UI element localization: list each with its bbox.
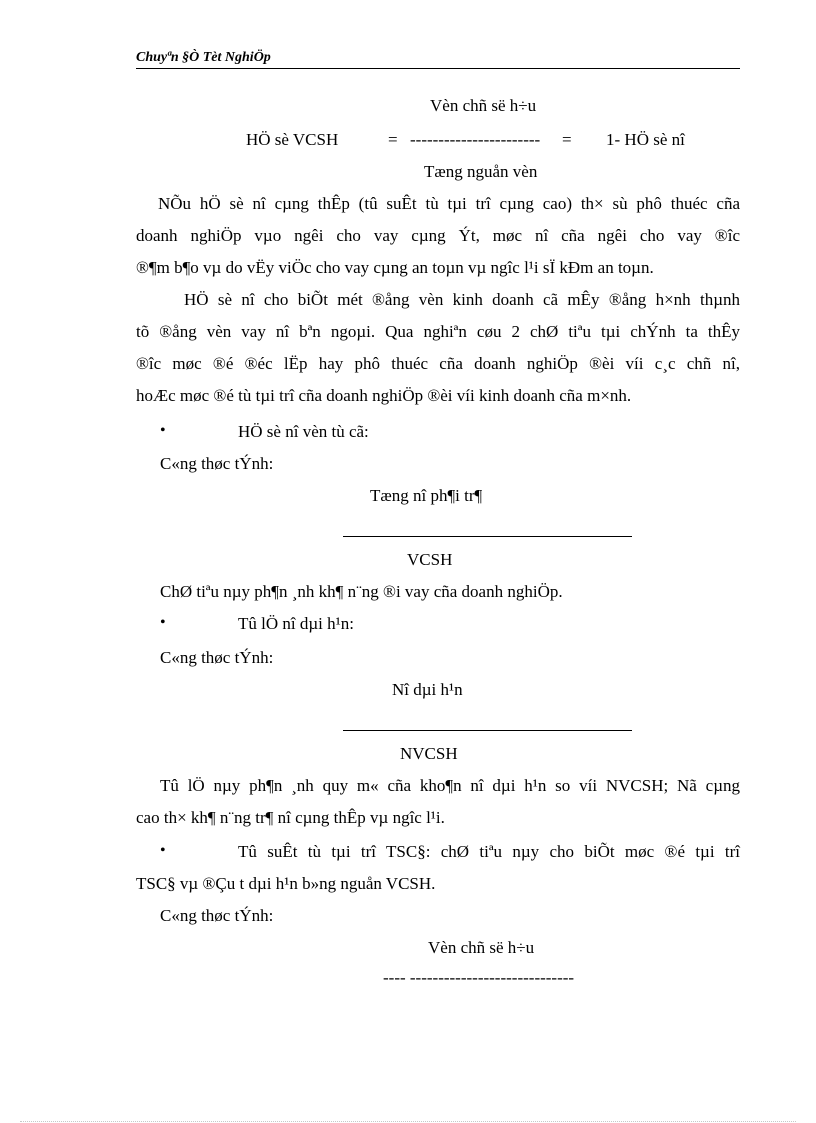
bullet-3-line2: TSC§ vµ ®Çu t dµi h¹n b»ng nguån VCSH. (136, 874, 436, 893)
formula1-rhs: 1- HÖ sè nî (606, 130, 685, 149)
bullet-2-marker: • (160, 614, 166, 631)
formula-label-2: C«ng thøc tÝnh: (160, 648, 274, 667)
para4-line1: Tû lÖ nµy ph¶n ¸nh quy m« cña kho¶n nî dµi h¹n so víi NVCSH; Nã cµng (160, 776, 740, 795)
para2-line2: tõ ®ång vèn vay nî bªn ngoµi. Qua nghiªn cøu 2 chØ tiªu tµi chÝnh ta thÊy (136, 322, 740, 341)
running-header: Chuyªn §Ò Tèt NghiÖp (136, 50, 271, 65)
formula4-dashes: ---- ----------------------------- (383, 968, 575, 987)
formula1-equals: = (388, 130, 398, 149)
formula-label-1: C«ng thøc tÝnh: (160, 454, 274, 473)
formula1-equals-2: = (562, 130, 572, 149)
formula3-numerator: Nî dµi h¹n (392, 680, 463, 699)
formula1-lhs: HÖ sè VCSH (246, 130, 339, 149)
formula1-dashes: ----------------------- (410, 130, 541, 149)
formula-label-3: C«ng thøc tÝnh: (160, 906, 274, 925)
formula1-denominator: Tæng nguån vèn (424, 162, 538, 181)
formula2-numerator: Tæng nî ph¶i tr¶ (370, 486, 483, 505)
para2-line4: hoÆc møc ®é tù tµi trî cña doanh nghiÖp ®èi víi kinh doanh cña m×nh. (136, 386, 632, 405)
para1-line1: NÕu hÖ sè nî cµng thÊp (tû suÊt tù tµi trî cµng cao) th× sù phô thuéc cña (158, 194, 740, 213)
para1-line3: ®¶m b¶o vµ do vËy viÖc cho vay cµng an toµn vµ ngîc l¹i sÏ kÐm an toµn. (136, 258, 654, 277)
header-rule (136, 68, 740, 69)
bullet-3-line1: Tû suÊt tù tµi trî TSC§: chØ tiªu nµy cho biÕt møc ®é tµi trî (238, 842, 740, 861)
para1-line2: doanh nghiÖp vµo ngêi cho vay cµng Ýt, møc nî cña ngêi cho vay ®îc (136, 226, 740, 245)
para2-line1: HÖ sè nî cho biÕt mét ®ång vèn kinh doanh cã mÊy ®ång h×nh thµnh (184, 290, 740, 309)
formula4-numerator: Vèn chñ së h÷u (428, 938, 535, 957)
para4-line2: cao th× kh¶ n¨ng tr¶ nî cµng thÊp vµ ngîc l¹i. (136, 808, 445, 827)
para2-line3: ®îc møc ®é ®éc lËp hay phô thuéc cña doanh nghiÖp ®èi víi c¸c chñ nî, (136, 354, 740, 373)
formula2-denominator: VCSH (407, 550, 453, 569)
page-bottom-border (20, 1121, 796, 1122)
formula3-fraction-bar (343, 730, 632, 731)
bullet-1-marker: • (160, 422, 166, 439)
formula3-denominator: NVCSH (400, 744, 458, 763)
formula1-numerator: Vèn chñ së h÷u (430, 96, 537, 115)
bullet-3-marker: • (160, 842, 166, 859)
para3: ChØ tiªu nµy ph¶n ¸nh kh¶ n¨ng ®i vay cña doanh nghiÖp. (160, 582, 563, 601)
bullet-2-title: Tû lÖ nî dµi h¹n: (238, 614, 354, 633)
bullet-1-title: HÖ sè nî vèn tù cã: (238, 422, 369, 441)
formula2-fraction-bar (343, 536, 632, 537)
